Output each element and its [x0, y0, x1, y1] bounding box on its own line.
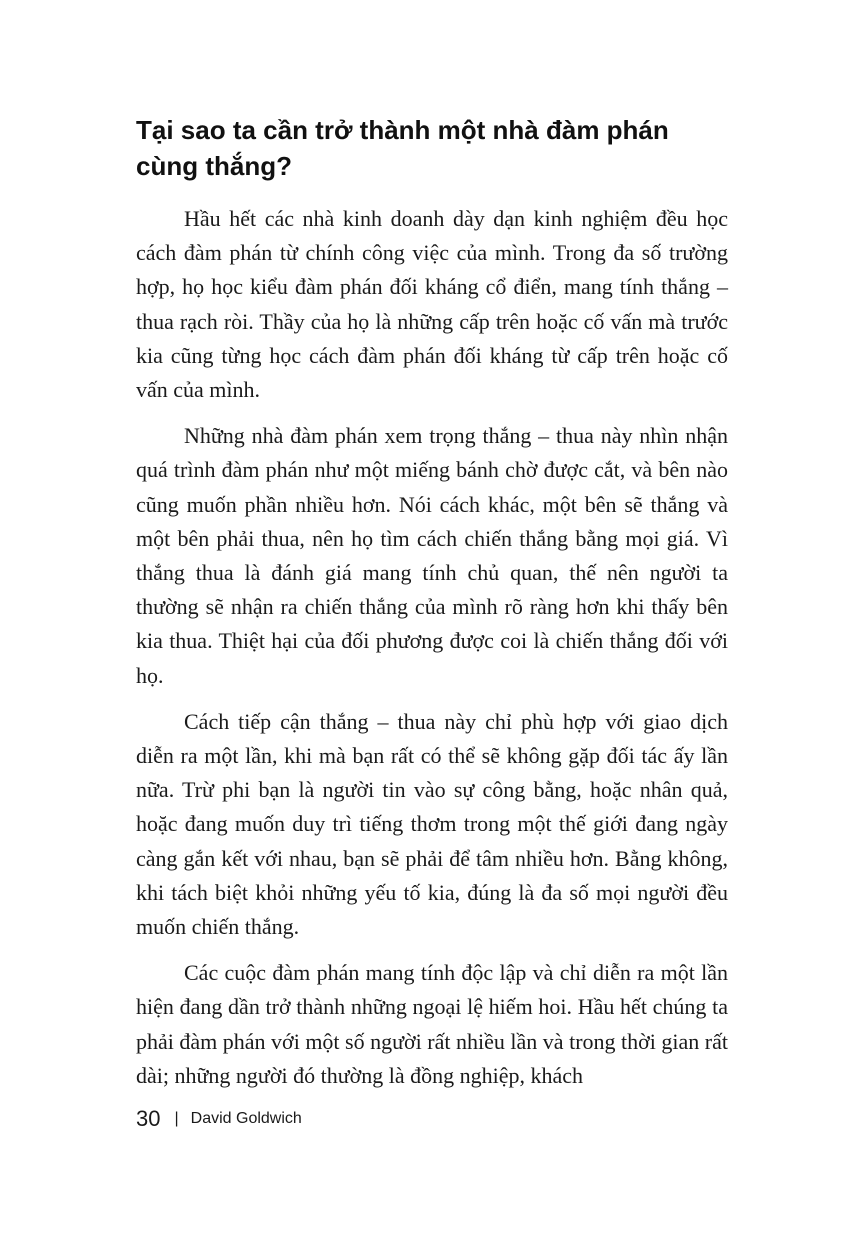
- body-text: [136, 202, 728, 1105]
- section-heading-line-2: cùng thắng?: [136, 151, 292, 181]
- page-footer: [136, 1106, 302, 1132]
- paragraph-3: Cách tiếp cận thắng – thua này chỉ phù hợp với giao dịch diễn ra một lần, khi mà bạn rất có thể sẽ không gặp đối tác ấy lần nữa. Trừ phi bạn là người tin vào sự công bằng, hoặc nhân quả, hoặc đang muốn duy trì tiếng thơm trong một thế giới đang ngày càng gắn kết với nhau, bạn sẽ phải để tâm nhiều hơn. Bằng không, khi tách biệt khỏi những yếu tố kia, đúng là đa số mọi người đều muốn chiến thắng.: [136, 708, 728, 940]
- page-number: 30: [136, 1106, 161, 1131]
- section-heading-line-1: Tại sao ta cần trở thành một nhà đàm phán: [136, 115, 669, 145]
- section-heading: [136, 112, 736, 184]
- paragraph-1: Hầu hết các nhà kinh doanh dày dạn kinh nghiệm đều học cách đàm phán từ chính công việc của mình. Trong đa số trường hợp, họ học kiểu đàm phán đối kháng cổ điển, mang tính thắng – thua rạch ròi. Thầy của họ là những cấp trên hoặc cố vấn mà trước kia cũng từng học cách đàm phán đối kháng từ cấp trên hoặc cố vấn của mình.: [136, 206, 728, 403]
- paragraph-2: Những nhà đàm phán xem trọng thắng – thua này nhìn nhận quá trình đàm phán như một miếng bánh chờ được cắt, và bên nào cũng muốn phần nhiều hơn. Nói cách khác, một bên sẽ thắng và một bên phải thua, nên họ tìm cách chiến thắng bằng mọi giá. Vì thắng thua là đánh giá mang tính chủ quan, thế nên người ta thường sẽ nhận ra chiến thắng của mình rõ ràng hơn khi thấy bên kia thua. Thiệt hại của đối phương được coi là chiến thắng đối với họ.: [136, 423, 728, 688]
- footer-author: David Goldwich: [190, 1110, 302, 1127]
- footer-separator: |: [174, 1110, 179, 1127]
- paragraph-4: Các cuộc đàm phán mang tính độc lập và chỉ diễn ra một lần hiện đang dần trở thành những ngoại lệ hiếm hoi. Hầu hết chúng ta phải đàm phán với một số người rất nhiều lần và trong thời gian rất dài; những người đó thường là đồng nghiệp, khách: [136, 960, 728, 1088]
